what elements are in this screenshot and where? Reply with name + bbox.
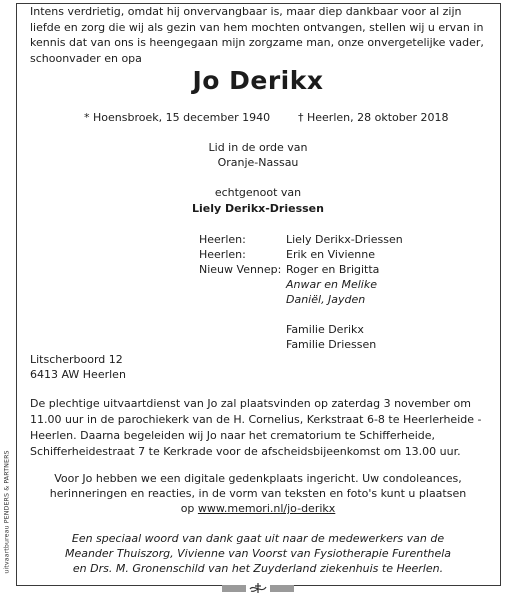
deceased-name: Jo Derikx [192,66,324,95]
cross-lily-icon [222,580,294,596]
digital-prefix: op [180,502,195,515]
grandchildren-names: Anwar en Melike [286,278,377,291]
memorial-link[interactable]: www.memori.nl/jo-derikx [197,502,336,515]
family-place: Heerlen: [199,233,246,246]
order-line-2: Oranje-Nassau [217,156,299,169]
order-line-1: Lid in de orde van [208,141,308,154]
ceremony-text: De plechtige uitvaartdienst van Jo zal plaatsvinden op zaterdag 3 november om 11.00 uur in de parochiekerk van de H. Cornelius, Kerkstraat 6-8 te Heerlerheide - Heerlen. Daarna begeleiden wij Jo naar het crematorium te Schifferheide, Schifferheidestraat 7 te Kerkrade voor de afscheidsbijeenkomst om 13.00 uur. [30,397,482,458]
digital-line-2: herinneringen en reacties, in de vorm van teksten en foto's kunt u plaatsen [49,487,467,500]
thanks-line-2: Meander Thuiszorg, Vivienne van Voorst van Fysiotherapie Furenthela [64,547,452,560]
thanks-line-3: en Drs. M. Gronenschild van het Zuyderland ziekenhuis te Heerlen. [72,562,444,575]
digital-line-3 [0,501,516,517]
family-group: Familie Driessen [286,338,377,351]
spouse-label: echtgenoot van [214,186,302,199]
family-place: Heerlen: [199,248,246,261]
address-line-1: Litscherboord 12 [30,353,123,366]
family-group: Familie Derikx [286,323,364,336]
family-names: Liely Derikx-Driessen [286,233,403,246]
family-names: Roger en Brigitta [286,263,380,276]
family-names: Erik en Vivienne [286,248,376,261]
intro-text: Intens verdrietig, omdat hij onvervangbaar is, maar diep dankbaar voor al zijn liefde en zorg die wij als gezin van hem mochten ontvangen, stellen wij u ervan in kennis dat van ons is heengegaan mijn zorgzame man, onze onvergetelijke vader, schoonvader en opa [30,5,484,65]
birth-date: * Hoensbroek, 15 december 1940 [84,111,271,124]
address-line-2: 6413 AW Heerlen [30,368,126,381]
family-place: Nieuw Vennep: [199,263,282,276]
thanks-line-1: Een speciaal woord van dank gaat uit naar de medewerkers van de [71,532,445,545]
spouse-name: Liely Derikx-Driessen [192,202,324,215]
death-date: † Heerlen, 28 oktober 2018 [298,111,449,124]
digital-line-1: Voor Jo hebben we een digitale gedenkplaats ingericht. Uw condoleances, [54,472,462,485]
sidebar-credit-text: uitvaartbureau PENDERS & PARTNERS [3,450,11,574]
grandchildren-names: Daniël, Jayden [286,293,366,306]
